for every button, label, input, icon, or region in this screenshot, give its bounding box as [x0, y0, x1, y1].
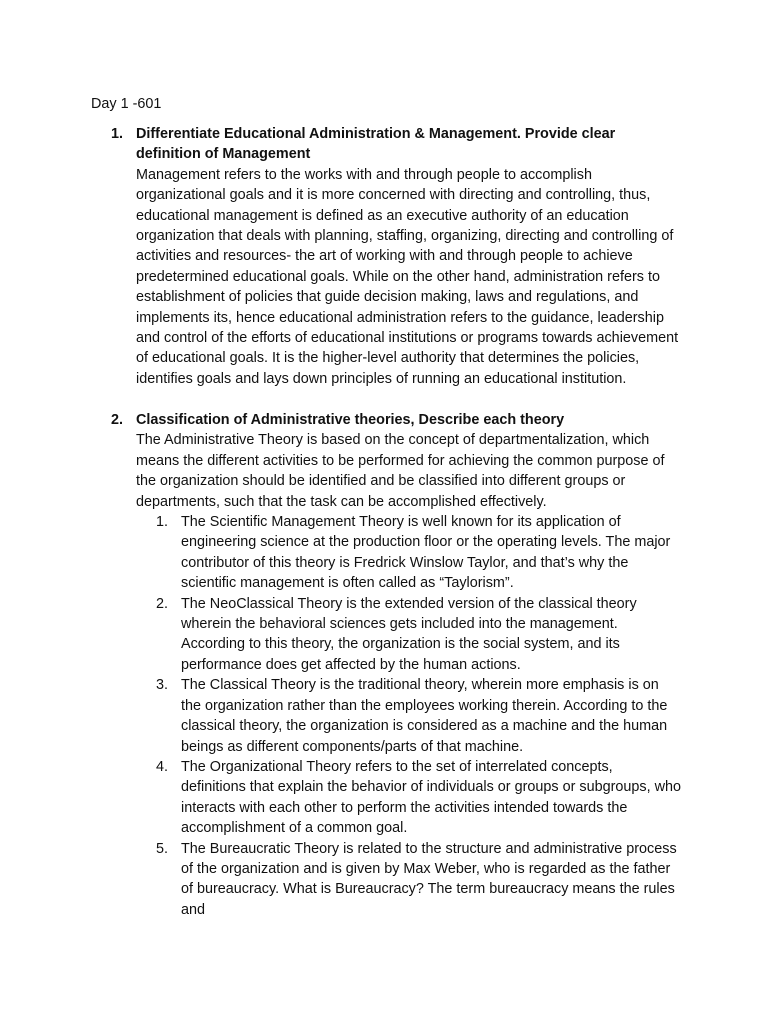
question-2-heading: Classification of Administrative theories, Describe each theory [136, 412, 565, 428]
question-2-paragraph: The Administrative Theory is based on the concept of departmentalization, which means the different activities to be performed for achieving the common purpose of the organization should be identified and be classified into different groups or departments, such that the task can be accomplished effectively. [136, 432, 665, 510]
question-1-paragraph: Management refers to the works with and through people to accomplish organizational goals and it is more concerned with directing and controlling, thus, educational management is defined as an executive authority of an education organization that deals with planning, staffing, organizing, directing and controlling of activities and resources- the art of working with and through people to achieve predetermined educational goals. While on the other hand, administration refers to establishment of policies that guide decision making, laws and regulations, and implements its, hence educational administration refers to the guidance, leadership and control of the efforts of educational institutions or programs towards achievement of educational goals. It is the higher-level authority that determines the policies, identifies goals and lays down principles of running an educational institution. [136, 166, 679, 387]
theory-item-scientific [136, 512, 681, 594]
theory-item-bureaucratic [136, 839, 681, 921]
theory-item-number: 2. [156, 595, 169, 612]
question-2-number: 2. [111, 412, 124, 428]
theory-item-classical [136, 675, 681, 757]
theory-item-text: The NeoClassical Theory is the extended version of the classical theory wherein the behavioral sciences gets included into the management. According to this theory, the organization is the social system, and its performance does get affected by the human actions. [181, 595, 637, 673]
theory-item-text: The Scientific Management Theory is well known for its application of engineering science at the production floor or the operating levels. The major contributor of this theory is Fredrick Winslow Taylor, and that’s why the scientific management is often called as “Taylorism”. [181, 514, 671, 592]
theory-item-organizational [136, 757, 681, 839]
question-1 [111, 124, 681, 389]
question-1-body [136, 124, 681, 389]
question-1-number: 1. [111, 126, 124, 142]
question-2 [111, 410, 681, 920]
theory-item-text: The Classical Theory is the traditional theory, wherein more emphasis is on the organization rather than the employees working therein. According to the classical theory, the organization is considered as a machine and the human beings as different components/parts of that machine. [181, 677, 668, 755]
question-1-heading: Differentiate Educational Administration & Management. Provide clear definition of Management [136, 126, 616, 163]
theory-item-number: 5. [156, 840, 169, 857]
theory-list [136, 512, 681, 920]
theory-item-number: 1. [156, 514, 169, 531]
theory-item-text: The Organizational Theory refers to the set of interrelated concepts, definitions that explain the behavior of individuals or groups or subgroups, who interacts with each other to perform the activities intended towards the accomplishment of a common goal. [181, 758, 681, 837]
page-title: Day 1 -601 [91, 96, 162, 112]
theory-item-number: 4. [156, 758, 169, 775]
theory-item-number: 3. [156, 677, 169, 694]
theory-item-neoclassical [136, 594, 681, 676]
theory-item-text: The Bureaucratic Theory is related to the structure and administrative process of the organization and is given by Max Weber, who is regarded as the father of bureaucracy. What is Bureaucracy? The term bureaucracy means the rules and [181, 840, 677, 918]
question-2-body [136, 410, 681, 920]
